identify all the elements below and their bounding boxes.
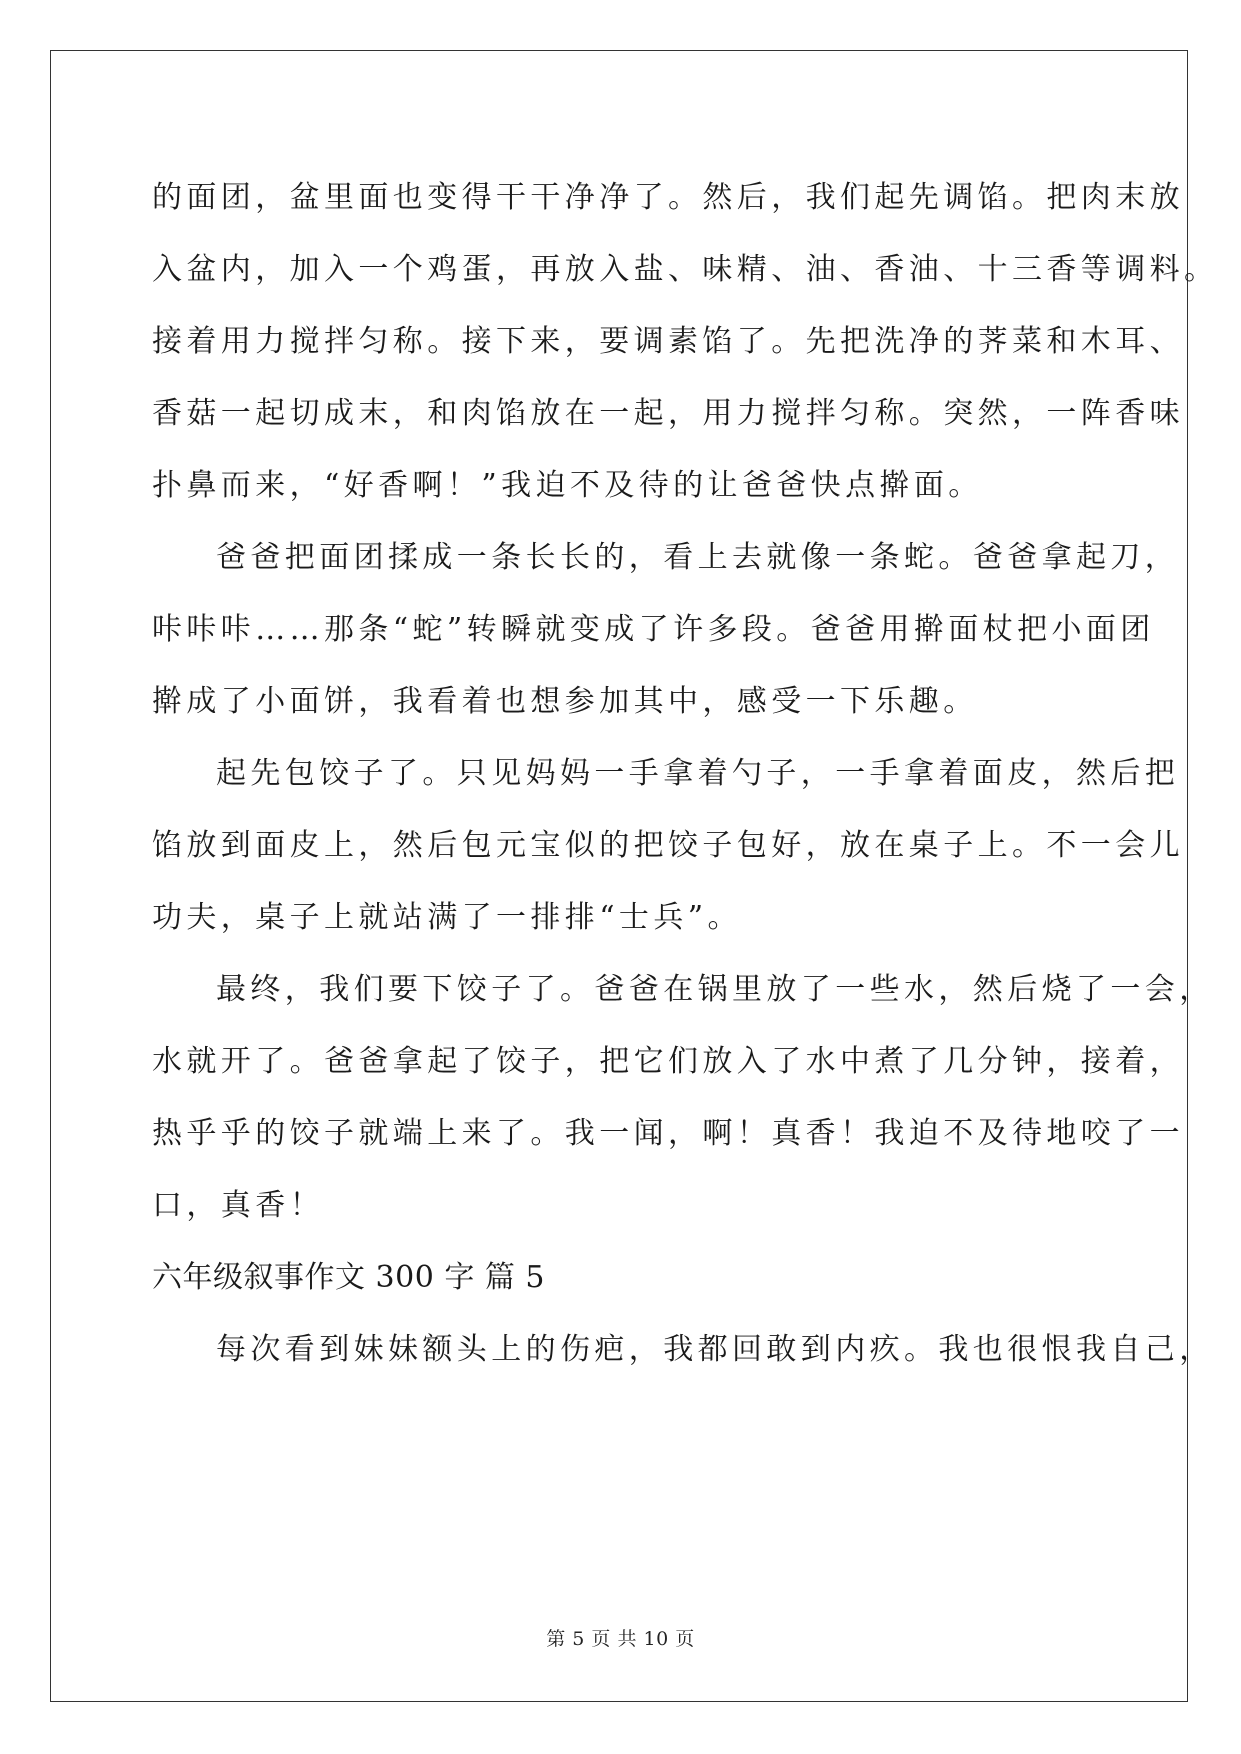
section-heading: 六年级叙事作文 300 字 篇 5 [152,1260,545,1295]
text-line: 入盆内，加入一个鸡蛋，再放入盐、味精、油、香油、十三香等调料。 [152,252,1219,287]
paragraph-first-line: 起先包饺子了。只见妈妈一手拿着勺子，一手拿着面皮，然后把 [216,756,1180,791]
page-number-footer: 第 5 页 共 10 页 [546,1628,695,1650]
text-line: 功夫，桌子上就站满了一排排“士兵”。 [152,900,742,935]
text-line: 的面团，盆里面也变得干干净净了。然后，我们起先调馅。把肉末放 [152,180,1184,215]
text-line: 馅放到面皮上，然后包元宝似的把饺子包好，放在桌子上。不一会儿 [152,828,1184,863]
text-line: 咔咔咔……那条“蛇”转瞬就变成了许多段。爸爸用擀面杖把小面团 [152,612,1155,647]
paragraph-first-line: 每次看到妹妹额头上的伤疤，我都回敢到内疚。我也很恨我自己， [216,1332,1214,1367]
text-line: 香菇一起切成末，和肉馅放在一起，用力搅拌匀称。突然，一阵香味 [152,396,1184,431]
text-line: 接着用力搅拌匀称。接下来，要调素馅了。先把洗净的荠菜和木耳、 [152,324,1184,359]
text-line: 口，真香！ [152,1188,324,1223]
paragraph-first-line: 最终，我们要下饺子了。爸爸在锅里放了一些水，然后烧了一会， [216,972,1214,1007]
document-body [152,162,1219,1386]
text-line: 热乎乎的饺子就端上来了。我一闻，啊！真香！我迫不及待地咬了一 [152,1116,1184,1151]
paragraph-first-line: 爸爸把面团揉成一条长长的，看上去就像一条蛇。爸爸拿起刀， [216,540,1180,575]
text-line: 擀成了小面饼，我看着也想参加其中，感受一下乐趣。 [152,684,978,719]
text-line: 水就开了。爸爸拿起了饺子，把它们放入了水中煮了几分钟，接着， [152,1044,1184,1079]
text-line: 扑鼻而来，“好香啊！”我迫不及待的让爸爸快点擀面。 [152,468,983,503]
